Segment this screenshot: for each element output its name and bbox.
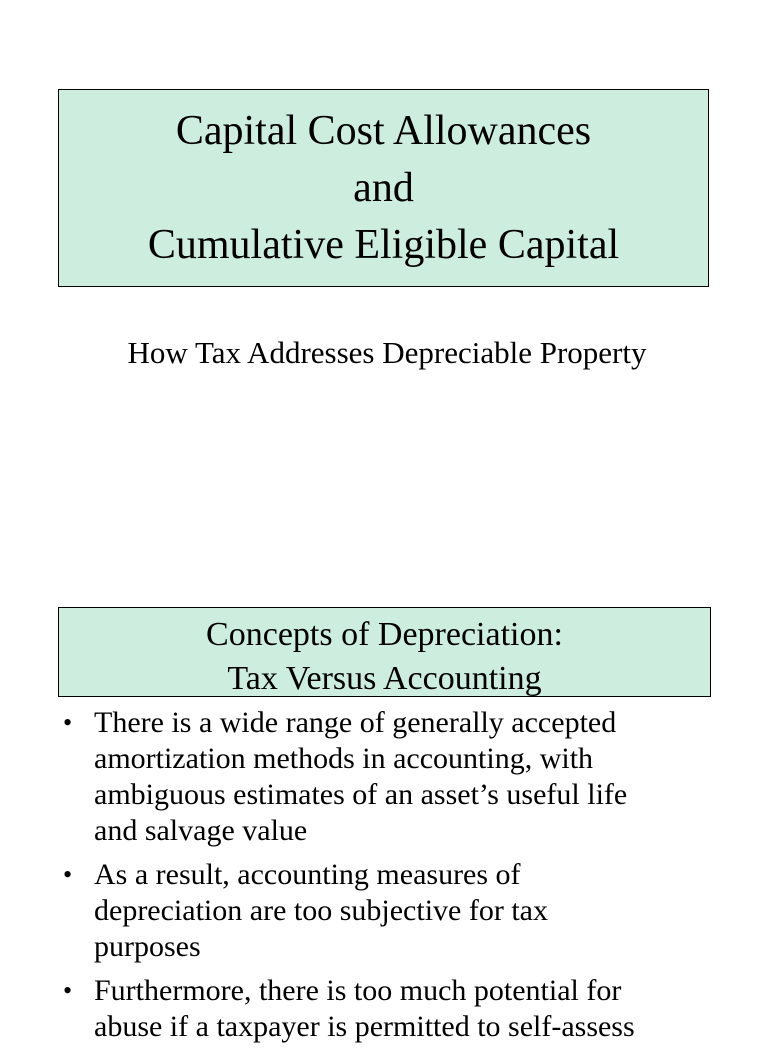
section-heading-line-2: Tax Versus Accounting <box>227 660 542 697</box>
bullet-text-line: and salvage value <box>94 814 308 847</box>
title-line-2: and <box>353 164 414 211</box>
bullet-text-line: As a result, accounting measures of <box>94 858 521 891</box>
bullet-item-1 <box>63 705 753 849</box>
bullet-list <box>63 705 753 1053</box>
section-heading-box <box>58 607 711 697</box>
bullet-text-line: abuse if a taxpayer is permitted to self-assess <box>94 1010 635 1043</box>
bullet-text-line: amortization methods in accounting, with <box>94 742 594 775</box>
section-heading-line-1: Concepts of Depreciation: <box>206 616 563 653</box>
bullet-text-line: Furthermore, there is too much potential for <box>94 974 622 1007</box>
title-line-1: Capital Cost Allowances <box>175 107 592 154</box>
bullet-marker: • <box>63 708 73 737</box>
slide-subtitle: How Tax Addresses Depreciable Property <box>127 335 647 370</box>
bullet-item-2 <box>63 857 753 965</box>
bullet-item-3 <box>63 973 753 1045</box>
bullet-text-line: depreciation are too subjective for tax <box>94 894 548 927</box>
bullet-marker: • <box>63 860 73 889</box>
title-line-3: Cumulative Eligible Capital <box>147 221 620 268</box>
bullet-text-line: There is a wide range of generally accepted <box>94 706 617 739</box>
bullet-text-line: purposes <box>94 930 201 963</box>
bullet-text-line: ambiguous estimates of an asset’s useful life <box>94 778 628 811</box>
title-box <box>58 89 709 287</box>
bullet-marker: • <box>63 976 73 1005</box>
